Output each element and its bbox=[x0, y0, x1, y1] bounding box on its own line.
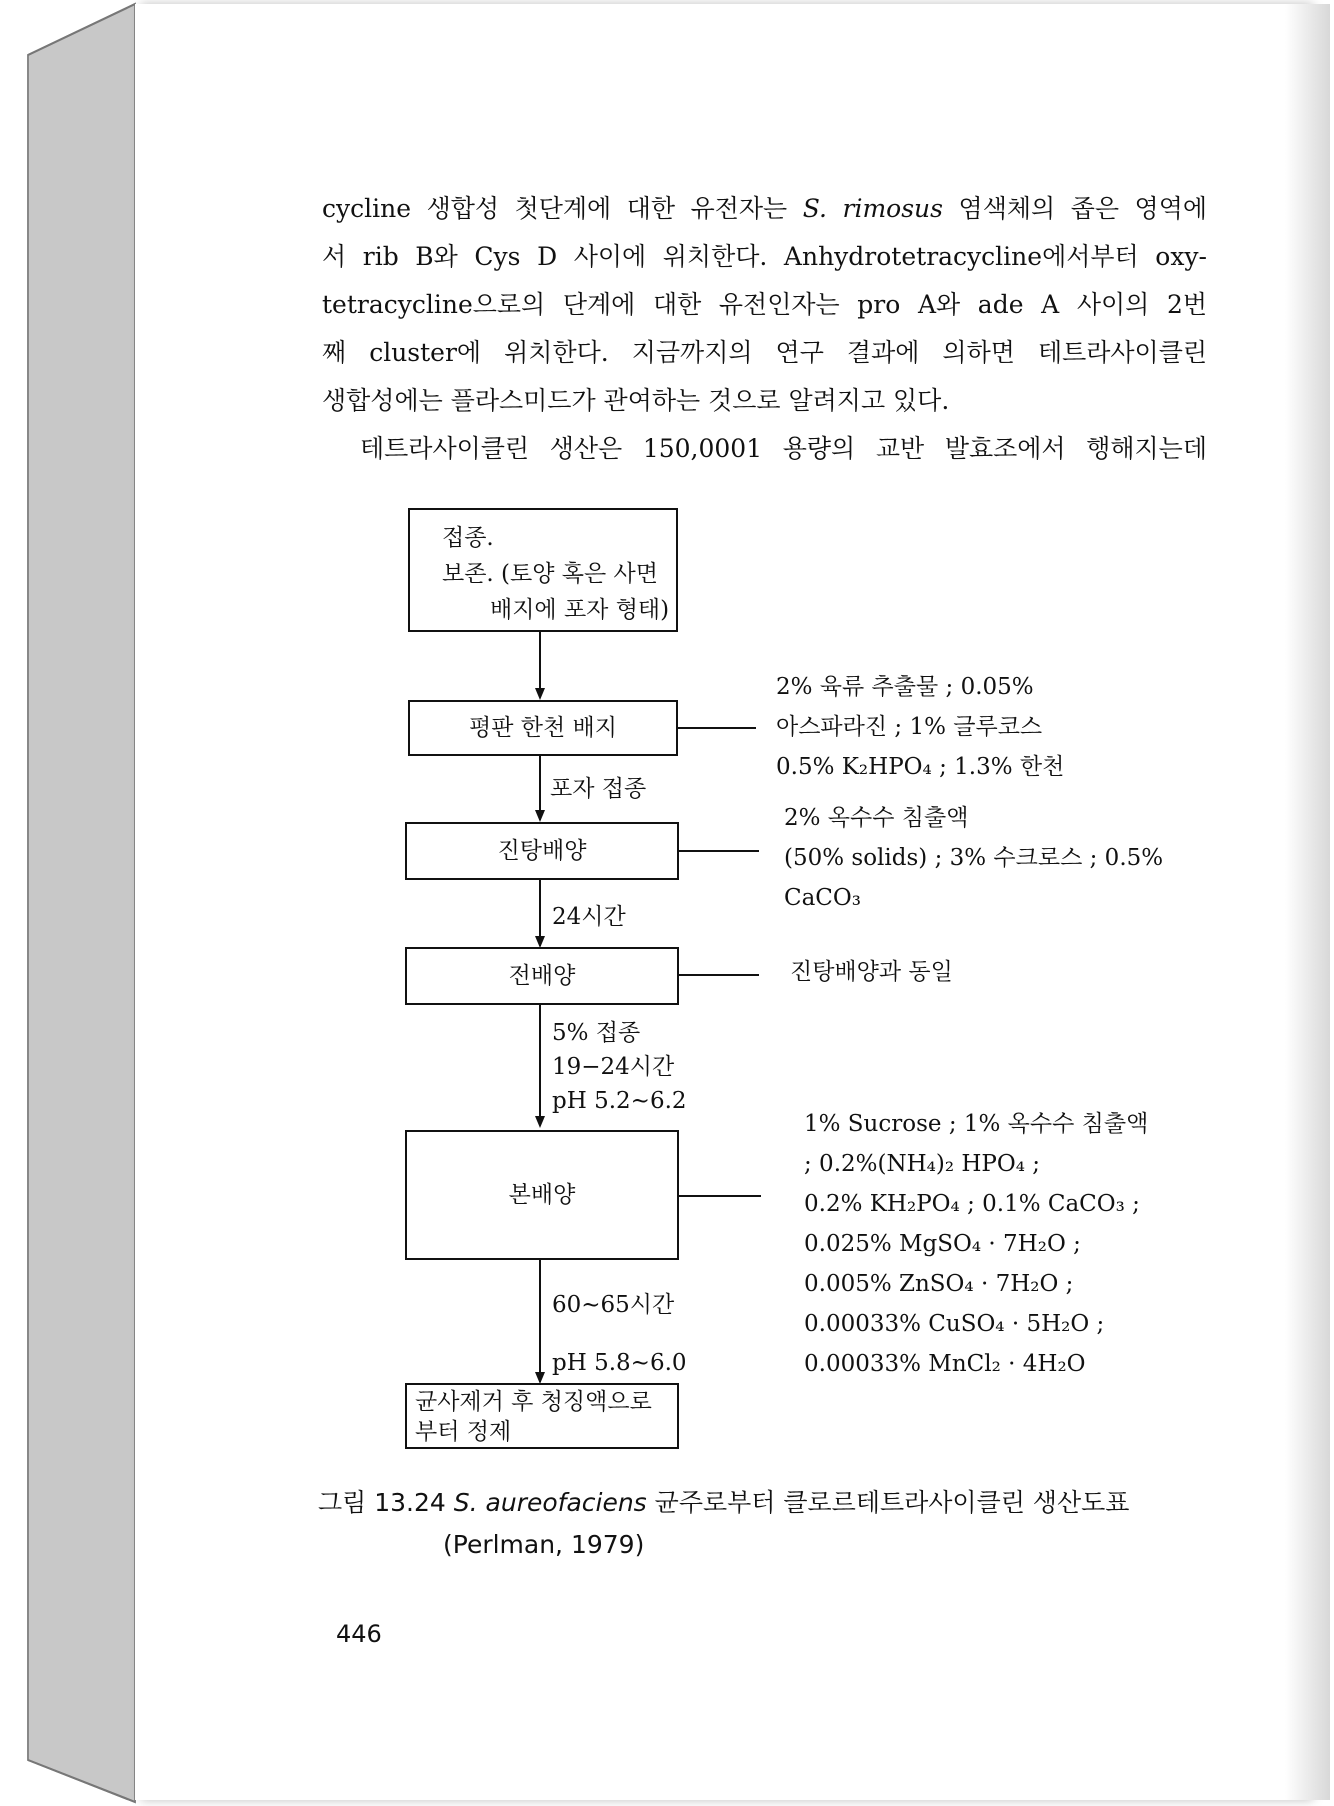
arrow-4-5 bbox=[535, 1116, 545, 1128]
note2-line1: 2% 육류 추출물 ; 0.05% bbox=[776, 674, 1034, 700]
note2-line2: 아스파라진 ; 1% 글루코스 bbox=[776, 714, 1043, 740]
note-shake-culture bbox=[784, 798, 1163, 918]
flow-box-main-culture: 본배양 bbox=[405, 1130, 679, 1260]
note-line-5 bbox=[679, 1195, 761, 1197]
note5-line2: ; 0.2%(NH₄)₂ HPO₄ ; bbox=[804, 1151, 1041, 1177]
arrow-1-2 bbox=[535, 688, 545, 700]
connector-4-5 bbox=[539, 1005, 541, 1125]
box1-line1: 접종. bbox=[442, 525, 494, 551]
caption-line1: 그림 13.24 S. aureofaciens 균주로부터 클로르테트라사이클린 생산도표 bbox=[318, 1488, 1130, 1517]
note3-line2: (50% solids) ; 3% 수크로스 ; 0.5% bbox=[784, 845, 1164, 871]
note3-line1: 2% 옥수수 침출액 bbox=[784, 805, 969, 831]
body-line-6: 테트라사이클린 생산은 150,0001 용량의 교반 발효조에서 행해지는데 bbox=[360, 434, 1207, 463]
flow-box-agar-plate: 평판 한천 배지 bbox=[408, 700, 678, 756]
note5-line6: 0.00033% CuSO₄ · 5H₂O ; bbox=[804, 1311, 1105, 1337]
note-preculture: 진탕배양과 동일 bbox=[790, 959, 953, 985]
step-label-spore-inoculation: 포자 접종 bbox=[550, 776, 647, 802]
box1-line2: 보존. (토양 혹은 사면 bbox=[442, 561, 658, 587]
note2-line3: 0.5% K₂HPO₄ ; 1.3% 한천 bbox=[776, 754, 1065, 780]
step-label-preculture-transfer bbox=[552, 1016, 687, 1118]
step4-line1: 5% 접종 bbox=[552, 1020, 641, 1046]
box6-line2: 부터 정제 bbox=[415, 1419, 512, 1445]
body-line-1: cycline 생합성 첫단계에 대한 유전자는 S. rimosus 염색체의 좁은 영역에 bbox=[322, 194, 1208, 223]
arrow-2-3 bbox=[535, 810, 545, 822]
note-line-4 bbox=[679, 974, 759, 976]
note-line-3 bbox=[679, 850, 759, 852]
body-line-4: 째 cluster에 위치한다. 지금까지의 연구 결과에 의하면 테트라사이클린 bbox=[322, 338, 1207, 367]
note-line-2 bbox=[678, 727, 756, 729]
step-label-ph-final: pH 5.8∼6.0 bbox=[552, 1350, 687, 1376]
flow-box-shake-culture: 진탕배양 bbox=[405, 822, 679, 880]
body-line-2: 서 rib B와 Cys D 사이에 위치한다. Anhydrotetracycline에서부터 oxy- bbox=[322, 242, 1207, 271]
note-main-culture bbox=[804, 1104, 1148, 1384]
caption-source: (Perlman, 1979) bbox=[443, 1530, 645, 1559]
box6-line1: 균사제거 후 청징액으로 bbox=[415, 1389, 652, 1415]
step4-line3: pH 5.2∼6.2 bbox=[552, 1088, 687, 1114]
flow-box-preculture: 전배양 bbox=[405, 947, 679, 1005]
connector-5-6 bbox=[539, 1260, 541, 1382]
flow-box-inoculation bbox=[408, 508, 678, 632]
connector-1-2 bbox=[539, 632, 541, 694]
page-number: 446 bbox=[336, 1620, 382, 1648]
note5-line5: 0.005% ZnSO₄ · 7H₂O ; bbox=[804, 1271, 1074, 1297]
box1-line3: 배지에 포자 형태) bbox=[490, 597, 670, 623]
body-line-3: tetracycline으로의 단계에 대한 유전인자는 pro A와 ade A 사이의 2번 bbox=[322, 290, 1207, 319]
note5-line4: 0.025% MgSO₄ · 7H₂O ; bbox=[804, 1231, 1081, 1257]
note5-line1: 1% Sucrose ; 1% 옥수수 침출액 bbox=[804, 1111, 1149, 1137]
note5-line7: 0.00033% MnCl₂ · 4H₂O bbox=[804, 1351, 1086, 1377]
page-edge-shadow bbox=[1285, 4, 1330, 1800]
body-paragraph bbox=[322, 185, 1207, 473]
note5-line3: 0.2% KH₂PO₄ ; 0.1% CaCO₃ ; bbox=[804, 1191, 1140, 1217]
step4-line2: 19−24시간 bbox=[552, 1054, 675, 1080]
note-agar-plate bbox=[776, 667, 1064, 787]
figure-caption bbox=[318, 1482, 1129, 1566]
note3-line3: CaCO₃ bbox=[784, 885, 861, 911]
flow-box-purification bbox=[405, 1383, 679, 1449]
step-label-24h: 24시간 bbox=[552, 904, 626, 930]
step-label-60-65h: 60∼65시간 bbox=[552, 1292, 675, 1318]
body-line-5: 생합성에는 플라스미드가 관여하는 것으로 알려지고 있다. bbox=[322, 386, 950, 415]
